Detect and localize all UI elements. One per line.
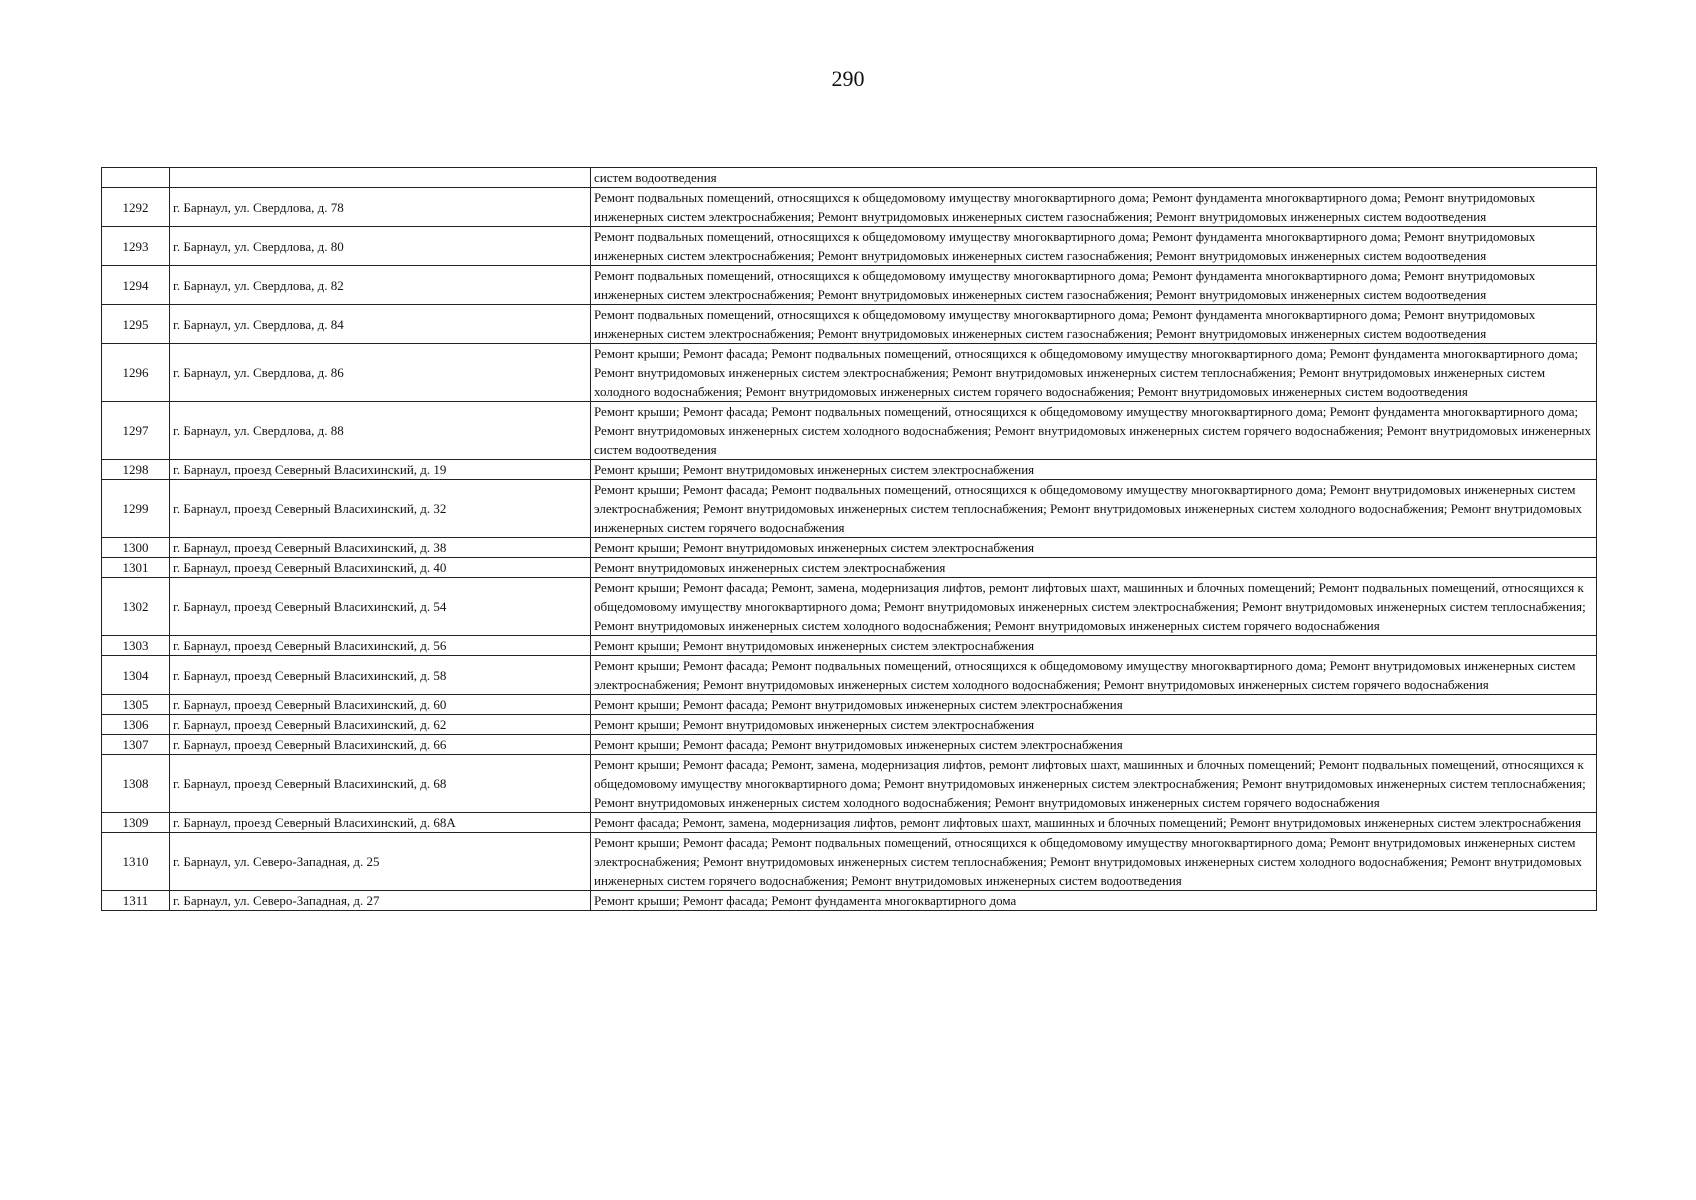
- row-address: г. Барнаул, проезд Северный Власихинский, д. 62: [170, 715, 591, 735]
- table-row: [102, 344, 1597, 402]
- table-row: [102, 636, 1597, 656]
- row-number: [102, 168, 170, 188]
- row-address: г. Барнаул, проезд Северный Власихинский, д. 60: [170, 695, 591, 715]
- row-number: 1298: [102, 460, 170, 480]
- table-row: [102, 755, 1597, 813]
- row-works: Ремонт крыши; Ремонт фасада; Ремонт фундамента многоквартирного дома: [591, 891, 1597, 911]
- row-number: 1310: [102, 833, 170, 891]
- row-number: 1306: [102, 715, 170, 735]
- row-works: Ремонт подвальных помещений, относящихся к общедомовому имуществу многоквартирного дома; Ремонт фундамента многоквартирного дома; Ремонт внутридомовых инженерных систем электроснабжения; Ремонт внутридомовых инженерных систем газоснабжения; Ремонт внутридомовых инженерных систем водоотведения: [591, 188, 1597, 227]
- row-works: Ремонт крыши; Ремонт фасада; Ремонт подвальных помещений, относящихся к общедомовому имуществу многоквартирного дома; Ремонт фундамента многоквартирного дома; Ремонт внутридомовых инженерных систем электроснабжения; Ремонт внутридомовых инженерных систем теплоснабжения; Ремонт внутридомовых инженерных систем холодного водоснабжения; Ремонт внутридомовых инженерных систем горячего водоснабжения; Ремонт внутридомовых инженерных систем водоотведения: [591, 344, 1597, 402]
- row-works: Ремонт крыши; Ремонт внутридомовых инженерных систем электроснабжения: [591, 636, 1597, 656]
- table-row: [102, 735, 1597, 755]
- row-address: г. Барнаул, проезд Северный Власихинский, д. 68А: [170, 813, 591, 833]
- row-address: г. Барнаул, ул. Северо-Западная, д. 25: [170, 833, 591, 891]
- table-row: [102, 578, 1597, 636]
- table-row: [102, 188, 1597, 227]
- row-address: г. Барнаул, проезд Северный Власихинский, д. 56: [170, 636, 591, 656]
- repair-works-table: [101, 167, 1597, 911]
- row-number: 1309: [102, 813, 170, 833]
- row-address: г. Барнаул, ул. Свердлова, д. 84: [170, 305, 591, 344]
- table-row: [102, 305, 1597, 344]
- row-works: Ремонт крыши; Ремонт фасада; Ремонт подвальных помещений, относящихся к общедомовому имуществу многоквартирного дома; Ремонт внутридомовых инженерных систем электроснабжения; Ремонт внутридомовых инженерных систем теплоснабжения; Ремонт внутридомовых инженерных систем холодного водоснабжения; Ремонт внутридомовых инженерных систем горячего водоснабжения; Ремонт внутридомовых инженерных систем водоотведения: [591, 833, 1597, 891]
- row-works: Ремонт крыши; Ремонт внутридомовых инженерных систем электроснабжения: [591, 715, 1597, 735]
- row-number: 1303: [102, 636, 170, 656]
- table-body: [102, 168, 1597, 911]
- row-number: 1307: [102, 735, 170, 755]
- row-works: Ремонт подвальных помещений, относящихся к общедомовому имуществу многоквартирного дома; Ремонт фундамента многоквартирного дома; Ремонт внутридомовых инженерных систем электроснабжения; Ремонт внутридомовых инженерных систем газоснабжения; Ремонт внутридомовых инженерных систем водоотведения: [591, 227, 1597, 266]
- row-works: Ремонт фасада; Ремонт, замена, модернизация лифтов, ремонт лифтовых шахт, машинных и блочных помещений; Ремонт внутридомовых инженерных систем электроснабжения: [591, 813, 1597, 833]
- row-address: г. Барнаул, ул. Северо-Западная, д. 27: [170, 891, 591, 911]
- row-address: г. Барнаул, проезд Северный Власихинский, д. 66: [170, 735, 591, 755]
- row-address: г. Барнаул, ул. Свердлова, д. 80: [170, 227, 591, 266]
- row-works: Ремонт крыши; Ремонт фасада; Ремонт, замена, модернизация лифтов, ремонт лифтовых шахт, машинных и блочных помещений; Ремонт подвальных помещений, относящихся к общедомовому имуществу многоквартирного дома; Ремонт внутридомовых инженерных систем электроснабжения; Ремонт внутридомовых инженерных систем теплоснабжения; Ремонт внутридомовых инженерных систем холодного водоснабжения; Ремонт внутридомовых инженерных систем горячего водоснабжения: [591, 755, 1597, 813]
- row-works: Ремонт крыши; Ремонт внутридомовых инженерных систем электроснабжения: [591, 460, 1597, 480]
- page-number: 290: [831, 66, 865, 91]
- row-address: г. Барнаул, проезд Северный Власихинский, д. 68: [170, 755, 591, 813]
- table-row: [102, 227, 1597, 266]
- row-works: Ремонт подвальных помещений, относящихся к общедомовому имуществу многоквартирного дома; Ремонт фундамента многоквартирного дома; Ремонт внутридомовых инженерных систем электроснабжения; Ремонт внутридомовых инженерных систем газоснабжения; Ремонт внутридомовых инженерных систем водоотведения: [591, 305, 1597, 344]
- row-number: 1301: [102, 558, 170, 578]
- table-row: [102, 538, 1597, 558]
- table-row: [102, 695, 1597, 715]
- row-works: Ремонт подвальных помещений, относящихся к общедомовому имуществу многоквартирного дома; Ремонт фундамента многоквартирного дома; Ремонт внутридомовых инженерных систем электроснабжения; Ремонт внутридомовых инженерных систем газоснабжения; Ремонт внутридомовых инженерных систем водоотведения: [591, 266, 1597, 305]
- table-row: [102, 833, 1597, 891]
- row-number: 1300: [102, 538, 170, 558]
- row-address: г. Барнаул, проезд Северный Власихинский, д. 38: [170, 538, 591, 558]
- table-row-continuation: [102, 168, 1597, 188]
- row-works: Ремонт крыши; Ремонт фасада; Ремонт, замена, модернизация лифтов, ремонт лифтовых шахт, машинных и блочных помещений; Ремонт подвальных помещений, относящихся к общедомовому имуществу многоквартирного дома; Ремонт внутридомовых инженерных систем электроснабжения; Ремонт внутридомовых инженерных систем теплоснабжения; Ремонт внутридомовых инженерных систем холодного водоснабжения; Ремонт внутридомовых инженерных систем горячего водоснабжения: [591, 578, 1597, 636]
- table-row: [102, 813, 1597, 833]
- row-number: 1297: [102, 402, 170, 460]
- row-number: 1311: [102, 891, 170, 911]
- table-row: [102, 460, 1597, 480]
- row-address: г. Барнаул, ул. Свердлова, д. 82: [170, 266, 591, 305]
- row-number: 1305: [102, 695, 170, 715]
- row-number: 1292: [102, 188, 170, 227]
- row-works: Ремонт крыши; Ремонт фасада; Ремонт внутридомовых инженерных систем электроснабжения: [591, 735, 1597, 755]
- row-works: Ремонт крыши; Ремонт фасада; Ремонт подвальных помещений, относящихся к общедомовому имуществу многоквартирного дома; Ремонт внутридомовых инженерных систем электроснабжения; Ремонт внутридомовых инженерных систем теплоснабжения; Ремонт внутридомовых инженерных систем холодного водоснабжения; Ремонт внутридомовых инженерных систем горячего водоснабжения: [591, 480, 1597, 538]
- row-works: систем водоотведения: [591, 168, 1597, 188]
- row-works: Ремонт крыши; Ремонт фасада; Ремонт подвальных помещений, относящихся к общедомовому имуществу многоквартирного дома; Ремонт фундамента многоквартирного дома; Ремонт внутридомовых инженерных систем холодного водоснабжения; Ремонт внутридомовых инженерных систем горячего водоснабжения; Ремонт внутридомовых инженерных систем водоотведения: [591, 402, 1597, 460]
- table-row: [102, 715, 1597, 735]
- row-number: 1294: [102, 266, 170, 305]
- table-row: [102, 480, 1597, 538]
- row-address: г. Барнаул, проезд Северный Власихинский, д. 32: [170, 480, 591, 538]
- row-works: Ремонт крыши; Ремонт фасада; Ремонт подвальных помещений, относящихся к общедомовому имуществу многоквартирного дома; Ремонт внутридомовых инженерных систем электроснабжения; Ремонт внутридомовых инженерных систем холодного водоснабжения; Ремонт внутридомовых инженерных систем горячего водоснабжения: [591, 656, 1597, 695]
- row-address: г. Барнаул, ул. Свердлова, д. 78: [170, 188, 591, 227]
- table-row: [102, 266, 1597, 305]
- row-number: 1299: [102, 480, 170, 538]
- row-number: 1296: [102, 344, 170, 402]
- row-address: г. Барнаул, ул. Свердлова, д. 86: [170, 344, 591, 402]
- row-number: 1302: [102, 578, 170, 636]
- row-works: Ремонт крыши; Ремонт фасада; Ремонт внутридомовых инженерных систем электроснабжения: [591, 695, 1597, 715]
- table-row: [102, 891, 1597, 911]
- row-address: г. Барнаул, проезд Северный Власихинский, д. 19: [170, 460, 591, 480]
- table-row: [102, 656, 1597, 695]
- table-row: [102, 558, 1597, 578]
- row-number: 1308: [102, 755, 170, 813]
- row-works: Ремонт внутридомовых инженерных систем электроснабжения: [591, 558, 1597, 578]
- row-address: г. Барнаул, проезд Северный Власихинский, д. 54: [170, 578, 591, 636]
- row-address: [170, 168, 591, 188]
- row-number: 1293: [102, 227, 170, 266]
- row-address: г. Барнаул, проезд Северный Власихинский, д. 40: [170, 558, 591, 578]
- row-address: г. Барнаул, ул. Свердлова, д. 88: [170, 402, 591, 460]
- row-works: Ремонт крыши; Ремонт внутридомовых инженерных систем электроснабжения: [591, 538, 1597, 558]
- row-number: 1304: [102, 656, 170, 695]
- table-row: [102, 402, 1597, 460]
- row-number: 1295: [102, 305, 170, 344]
- row-address: г. Барнаул, проезд Северный Власихинский, д. 58: [170, 656, 591, 695]
